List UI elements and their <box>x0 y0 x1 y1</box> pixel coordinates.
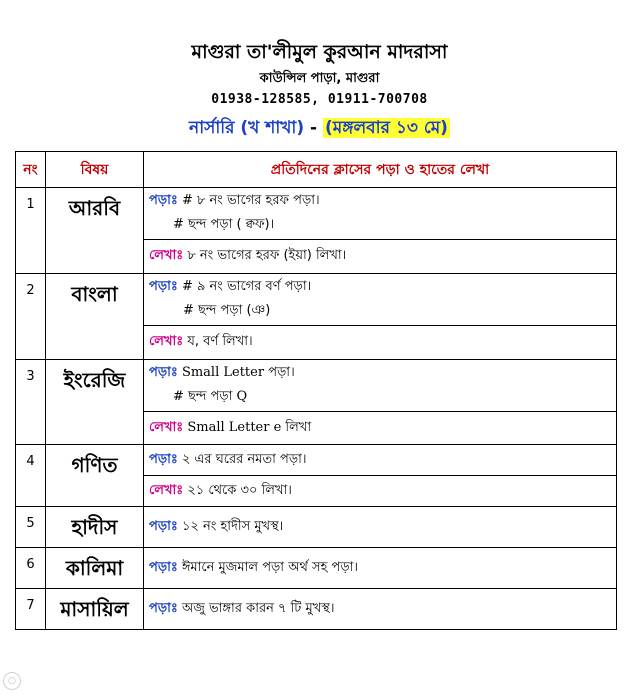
table-row <box>16 589 617 630</box>
read-text: অজু ভাঙ্গার কারন ৭ টি মুখস্থ। <box>177 600 335 616</box>
class-heading <box>0 115 639 143</box>
read-label: পড়াঃ <box>149 559 178 575</box>
fingerprint-icon: ○ <box>3 672 21 690</box>
row-number: 4 <box>16 445 46 507</box>
read-label: পড়াঃ <box>149 279 178 294</box>
row-number: 6 <box>16 548 46 589</box>
row-number: 3 <box>16 360 46 445</box>
write-label: লেখাঃ <box>149 248 184 263</box>
heading-separator: - <box>304 118 324 138</box>
read-label: পড়াঃ <box>149 451 178 467</box>
class-name: নার্সারি (খ শাখা) <box>189 118 305 138</box>
read-subline: # ছন্দ পড়া (ঞ) <box>183 303 271 318</box>
table-row <box>16 548 617 589</box>
read-label: পড়াঃ <box>149 600 178 616</box>
subject-name: গণিত <box>46 445 144 507</box>
table-row <box>16 188 617 240</box>
read-text: ঈমানে মুজমাল পড়া অর্থ সহ পড়া। <box>177 559 359 575</box>
table-row <box>16 274 617 326</box>
read-subline: # ছন্দ পড়া ( ক্বফ)। <box>173 217 275 232</box>
read-text: # ৮ নং ভাগের হরফ পড়া। <box>177 193 320 208</box>
read-text: # ৯ নং ভাগের বর্ণ পড়া। <box>177 279 312 294</box>
table-row <box>16 360 617 412</box>
table-row <box>16 507 617 548</box>
write-task <box>144 412 617 445</box>
subject-name: হাদীস <box>46 507 144 548</box>
read-task <box>144 445 617 476</box>
day-date: (মঙ্গলবার ১৩ মে) <box>325 118 448 138</box>
read-label: পড়াঃ <box>149 365 178 380</box>
read-text: Small Letter পড়া। <box>177 365 295 380</box>
read-subline: # ছন্দ পড়া Q <box>173 389 248 404</box>
read-task <box>144 188 617 240</box>
subject-name: ইংরেজি <box>46 360 144 445</box>
phone-numbers: 01938-128585, 01911-700708 <box>211 92 428 107</box>
row-number: 1 <box>16 188 46 274</box>
read-task <box>144 589 617 630</box>
read-text: ২ এর ঘরের নমতা পড়া। <box>177 451 307 467</box>
table-row <box>16 445 617 476</box>
col-num-header: নং <box>16 152 46 188</box>
subject-name: বাংলা <box>46 274 144 360</box>
write-text: য, বর্ণ লিখা। <box>183 334 253 349</box>
read-label: পড়াঃ <box>149 193 178 208</box>
col-subject-header: বিষয় <box>46 152 144 188</box>
write-text: ২১ থেকে ৩০ লিখা। <box>183 482 292 498</box>
write-task <box>144 326 617 360</box>
subject-name: কালিমা <box>46 548 144 589</box>
write-label: লেখাঃ <box>149 334 184 349</box>
write-task <box>144 240 617 274</box>
subject-name: মাসায়িল <box>46 589 144 630</box>
read-task <box>144 548 617 589</box>
read-task <box>144 507 617 548</box>
row-number: 7 <box>16 589 46 630</box>
madrasa-address: কাউন্সিল পাড়া, মাগুরা <box>259 71 380 86</box>
table-header-row <box>16 152 617 188</box>
read-task <box>144 360 617 412</box>
row-number: 5 <box>16 507 46 548</box>
write-text: Small Letter e লিখা <box>183 419 312 435</box>
write-label: লেখাঃ <box>149 419 184 435</box>
subject-name: আরবি <box>46 188 144 274</box>
row-number: 2 <box>16 274 46 360</box>
read-task <box>144 274 617 326</box>
read-text: ১২ নং হাদীস মুখস্থ। <box>177 518 284 534</box>
col-task-header: প্রতিদিনের ক্লাসের পড়া ও হাতের লেখা <box>144 152 617 188</box>
madrasa-name: মাগুরা তা'লীমুল কুরআন মাদরাসা <box>191 41 448 63</box>
write-task <box>144 476 617 507</box>
write-text: ৮ নং ভাগের হরফ (ইয়া) লিখা। <box>183 248 347 263</box>
routine-table <box>15 151 617 630</box>
write-label: লেখাঃ <box>149 482 184 498</box>
read-label: পড়াঃ <box>149 518 178 534</box>
